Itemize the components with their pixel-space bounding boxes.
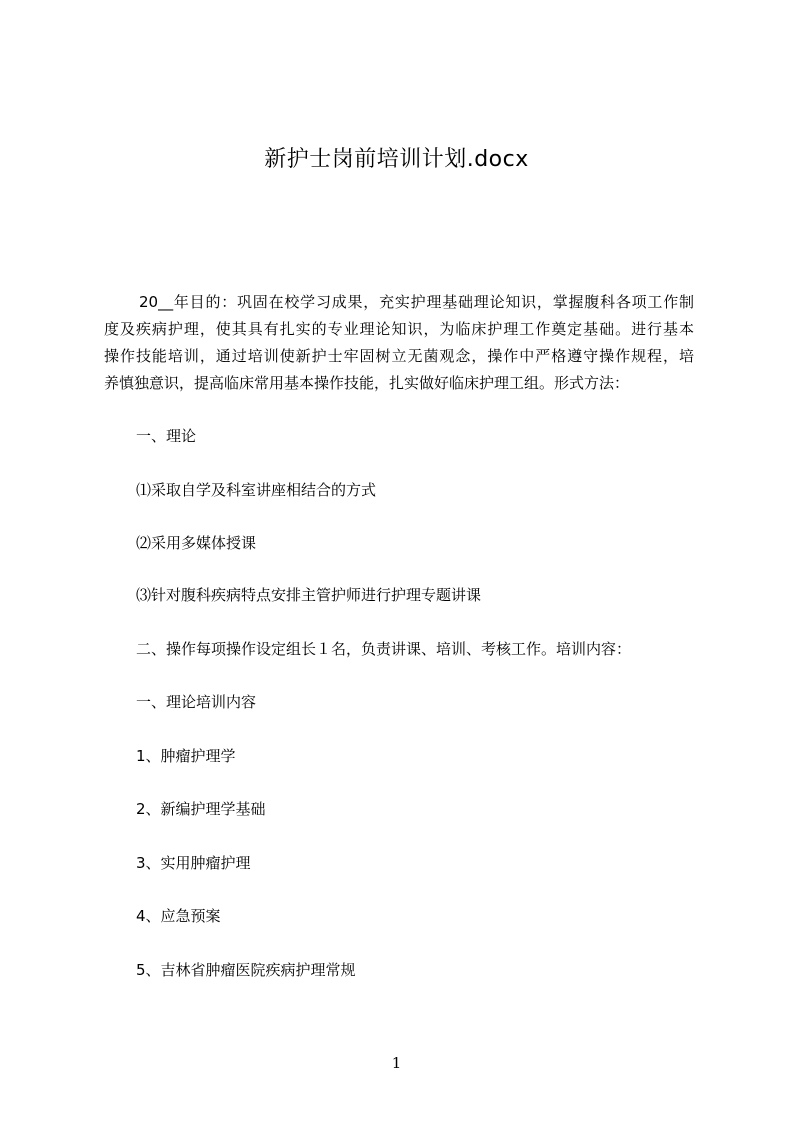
list-item: 5、吉林省肿瘤医院疾病护理常规 xyxy=(136,961,356,979)
page-number: 1 xyxy=(391,1054,402,1072)
list-item: 3、实用肿瘤护理 xyxy=(136,854,251,872)
intro-line: 度及疾病护理，使其具有扎实的专业理论知识，为临床护理工作奠定基础。进行基本 xyxy=(104,320,694,338)
list-item: 2、新编护理学基础 xyxy=(136,800,266,818)
document-title: 新护士岗前培训计划.docx xyxy=(264,147,529,172)
intro-paragraph xyxy=(104,289,694,397)
section-heading-training-content: 一、理论培训内容 xyxy=(136,693,257,711)
intro-line: 20__年目的：巩固在校学习成果，充实护理基础理论知识，掌握腹科各项工作制 xyxy=(139,293,694,311)
section-heading-operation: 二、操作每项操作设定组长１名，负责讲课、培训、考核工作。培训内容： xyxy=(136,640,632,658)
list-item: ⑴采取自学及科室讲座相结合的方式 xyxy=(136,481,377,499)
list-item: 1、肿瘤护理学 xyxy=(136,747,236,765)
intro-line: 养慎独意识，提高临床常用基本操作技能，扎实做好临床护理工组。形式方法： xyxy=(104,374,630,392)
intro-line: 操作技能培训，通过培训使新护士牢固树立无菌观念，操作中严格遵守操作规程，培 xyxy=(104,347,694,365)
list-item: ⑶针对腹科疾病特点安排主管护师进行护理专题讲课 xyxy=(136,586,482,604)
section-heading-theory: 一、理论 xyxy=(136,427,197,445)
list-item: ⑵采用多媒体授课 xyxy=(136,534,257,552)
list-item: 4、应急预案 xyxy=(136,907,221,925)
